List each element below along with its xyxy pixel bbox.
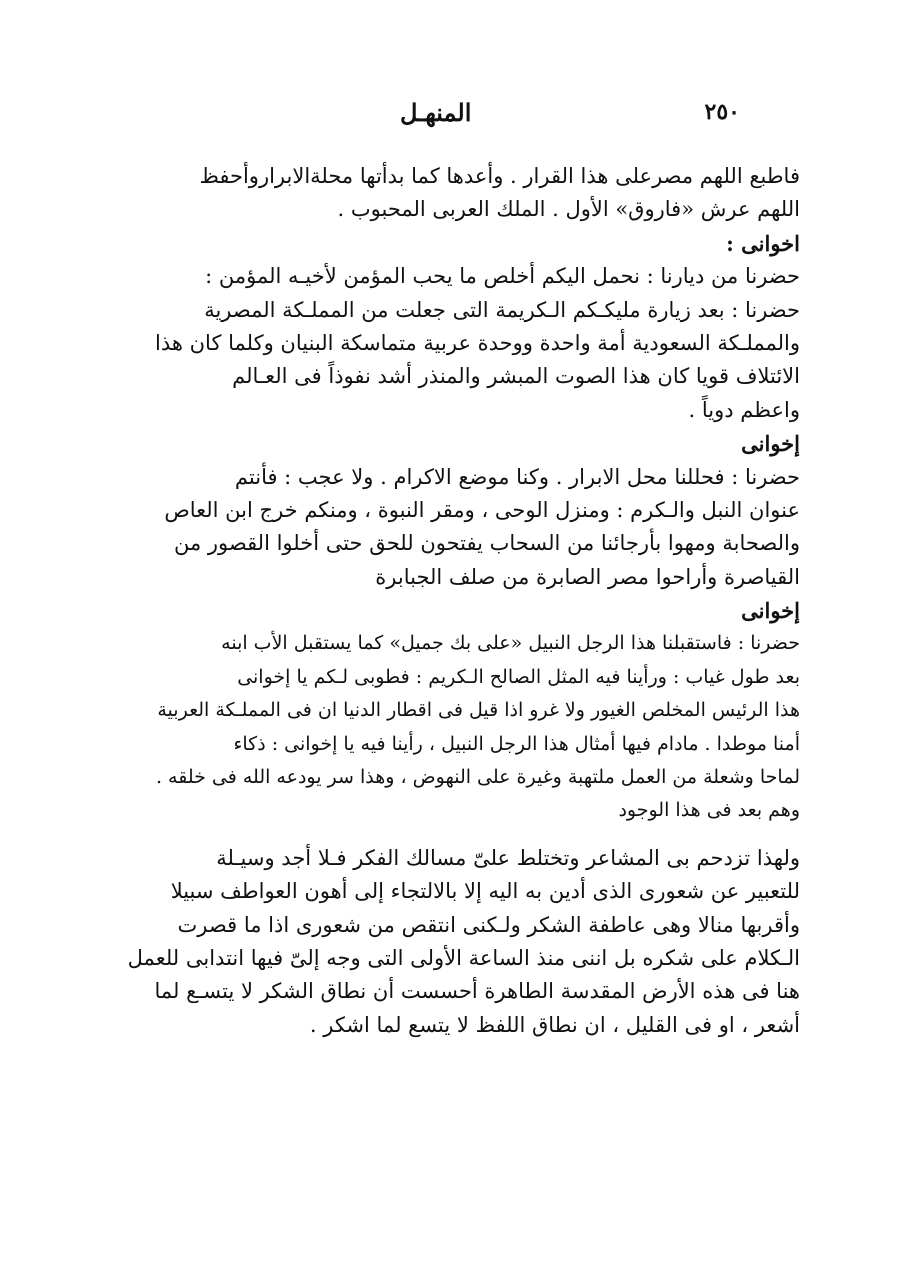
text-line: والصحابة ومهوا بأرجائنا من السحاب يفتحون للحق حتى أخلوا القصور من [173, 531, 800, 556]
text-line: هنا فى هذه الأرض المقدسة الطاهرة أحسست أن نطاق الشكر لا يتسـع لما [154, 979, 800, 1004]
text-line: الـكلام على شكره بل اننى منذ الساعة الأولى التى وجه إلىّ فيها انتدابى للعمل [127, 945, 800, 970]
journal-title: المنهـل [400, 97, 472, 127]
page-header [160, 92, 740, 132]
text-line: لماحا وشعلة من العمل ملتهبة وغيرة على النهوض ، وهذا سر يودعه الله فى خلقه . [155, 766, 800, 789]
text-line: عنوان النبل والـكرم : ومنزل الوحى ، ومقر النبوة ، ومنكم خرج ابن العاص [164, 497, 800, 522]
paragraph-spacer [100, 828, 800, 842]
paragraph-3 [100, 461, 800, 595]
article-body [100, 160, 800, 1042]
paragraph-5 [100, 842, 800, 1042]
text-line: أشعر ، او فى القليل ، ان نطاق اللفظ لا يتسع لما اشكر . [309, 1012, 800, 1037]
text-line: هذا الرئيس المخلص الغيور ولا غرو اذا قيل فى اقطار الدنيا ان فى المملـكة العربية [157, 699, 800, 722]
text-line: أمنا موطدا . مادام فيها أمثال هذا الرجل النبيل ، رأينا فيه يا إخوانى : ذكاء [233, 732, 800, 755]
text-line: وهم بعد فى هذا الوجود [618, 799, 800, 822]
section-heading: اخوانى : [726, 230, 800, 256]
text-line: حضرنا من ديارنا : نحمل اليكم أخلص ما يحب المؤمن لأخيـه المؤمن : [205, 264, 800, 289]
paragraph-1 [100, 160, 800, 227]
text-line: ولهذا تزدحم بى المشاعر وتختلط علىّ مسالك الفكر فـلا أجد وسيـلة [216, 845, 800, 870]
text-line: حضرنا : بعد زيارة مليكـكم الـكريمة التى جعلت من المملـكة المصرية [204, 297, 800, 322]
text-line: حضرنا : فحللنا محل الابرار . وكنا موضع الاكرام . ولا عجب : فأنتم [234, 464, 800, 489]
text-line: والمملـكة السعودية أمة واحدة ووحدة عربية متماسكة البنيان وكلما كان هذا [155, 330, 800, 355]
text-line: القياصرة وأراحوا مصر الصابرة من صلف الجبابرة [375, 564, 800, 589]
text-line: حضرنا : فاستقبلنا هذا الرجل النبيل «على بك جميل» كما يستقبل الأب ابنه [221, 632, 800, 655]
text-line: واعظم دوياً . [688, 397, 800, 422]
text-line: وأقربها منالا وهى عاطفة الشكر ولـكنى انتقص من شعورى اذا ما قصرت [177, 912, 800, 937]
text-line: اللهم عرش «فاروق» الأول . الملك العربى المحبوب . [337, 197, 800, 222]
page-number: ٢٥٠ [704, 99, 740, 125]
section-heading: إخوانى [741, 598, 800, 624]
text-line: بعد طول غياب : ورأينا فيه المثل الصالح الـكريم : فطوبى لـكم يا إخوانى [237, 665, 800, 688]
paragraph-4 [100, 627, 800, 827]
section-heading: إخوانى [741, 431, 800, 457]
text-line: للتعبير عن شعورى الذى أدين به اليه إلا بالالتجاء إلى أهون العواطف سبيلا [170, 879, 800, 904]
paragraph-2 [100, 260, 800, 427]
text-line: فاطبع اللهم مصرعلى هذا القرار . وأعدها كما بدأتها محلةالابراروأحفظ [199, 164, 800, 188]
text-line: الائتلاف قويا كان هذا الصوت المبشر والمنذر أشد نفوذاً فى العـالم [232, 364, 800, 389]
